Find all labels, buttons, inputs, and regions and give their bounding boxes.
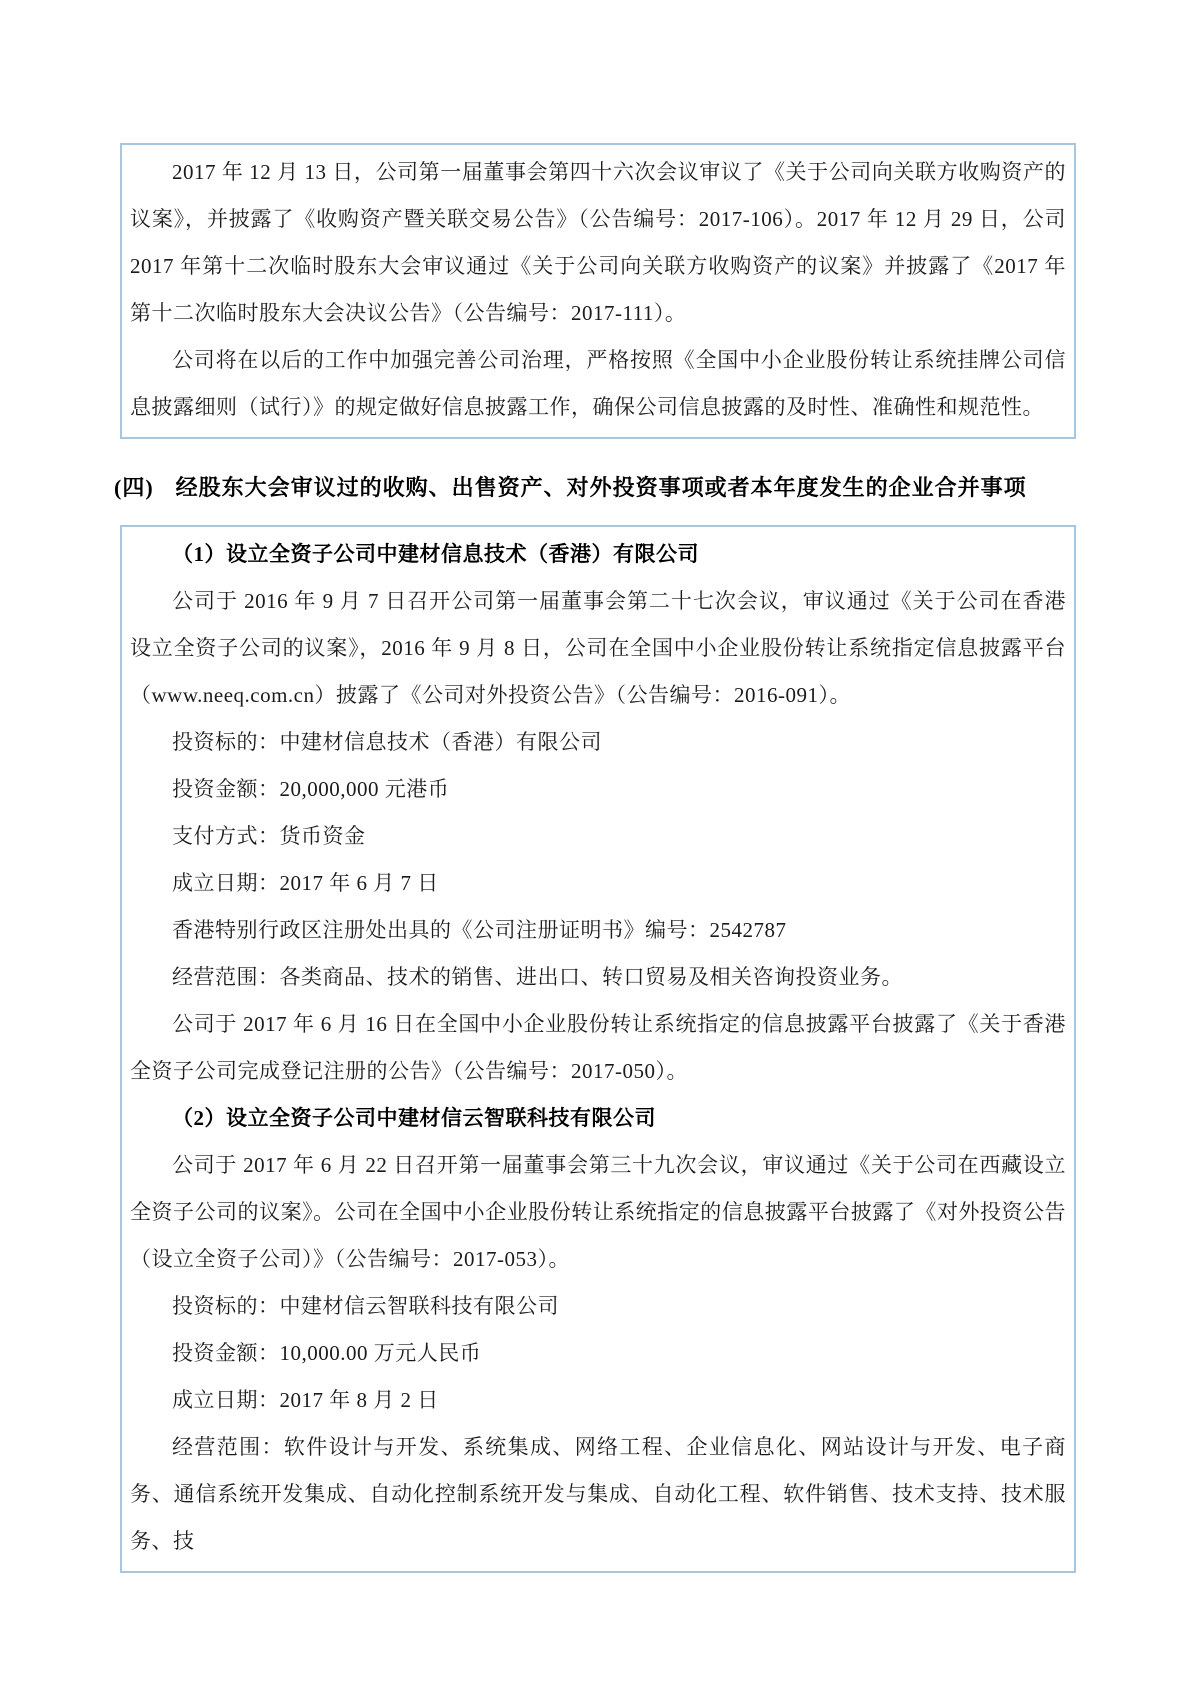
paragraph: 支付方式：货币资金 xyxy=(172,824,366,848)
paragraph: 投资标的：中建材信息技术（香港）有限公司 xyxy=(172,730,602,754)
paragraph: 成立日期：2017 年 6 月 7 日 xyxy=(172,871,439,895)
report-page xyxy=(114,143,1076,1573)
subheading: （1）设立全资子公司中建材信息技术（香港）有限公司 xyxy=(172,542,699,566)
paragraph: 香港特别行政区注册处出具的《公司注册证明书》编号：2542787 xyxy=(172,918,787,942)
section-heading xyxy=(114,473,1076,503)
investment-detail-box xyxy=(120,525,1076,1573)
paragraph: 公司于 2017 年 6 月 22 日召开第一届董事会第三十九次会议，审议通过《关于公司在西藏设立全资子公司的议案》。公司在全国中小企业股份转让系统指定的信息披露平台披露了《对外投资公告（设立全资子公司）》（公告编号：2017-053）。 xyxy=(130,1153,1066,1271)
paragraph: 经营范围：软件设计与开发、系统集成、网络工程、企业信息化、网站设计与开发、电子商务、通信系统开发集成、自动化控制系统开发与集成、自动化工程、软件销售、技术支持、技术服务、技 xyxy=(130,1435,1066,1553)
paragraph: 成立日期：2017 年 8 月 2 日 xyxy=(172,1388,439,1412)
subheading: （2）设立全资子公司中建材信云智联科技有限公司 xyxy=(172,1106,656,1130)
paragraph: 经营范围：各类商品、技术的销售、进出口、转口贸易及相关咨询投资业务。 xyxy=(172,965,903,989)
paragraph: 投资标的：中建材信云智联科技有限公司 xyxy=(172,1294,559,1318)
section-number: (四) xyxy=(114,475,154,500)
paragraph: 公司于 2016 年 9 月 7 日召开公司第一届董事会第二十七次会议，审议通过《关于公司在香港设立全资子公司的议案》，2016 年 9 月 8 日，公司在全国中小企业股份转让系统指定信息披露平台（www.neeq.com.cn）披露了《公司对外投资公告》（公告编号：2016-091）。 xyxy=(130,589,1066,707)
paragraph: 公司于 2017 年 6 月 16 日在全国中小企业股份转让系统指定的信息披露平台披露了《关于香港全资子公司完成登记注册的公告》（公告编号：2017-050）。 xyxy=(130,1012,1066,1083)
paragraph: 2017 年 12 月 13 日，公司第一届董事会第四十六次会议审议了《关于公司向关联方收购资产的议案》，并披露了《收购资产暨关联交易公告》（公告编号：2017-106）。2017 年 12 月 29 日，公司 2017 年第十二次临时股东大会审议通过《关于公司向关联方收购资产的议案》并披露了《2017 年第十二次临时股东大会决议公告》（公告编号：2017-111）。 xyxy=(130,160,1066,325)
governance-disclosure-box xyxy=(120,143,1076,439)
paragraph: 投资金额：10,000.00 万元人民币 xyxy=(172,1341,482,1365)
paragraph: 公司将在以后的工作中加强完善公司治理，严格按照《全国中小企业股份转让系统挂牌公司信息披露细则（试行）》的规定做好信息披露工作，确保公司信息披露的及时性、准确性和规范性。 xyxy=(130,348,1066,419)
section-title: 经股东大会审议过的收购、出售资产、对外投资事项或者本年度发生的企业合并事项 xyxy=(175,475,1027,500)
paragraph: 投资金额：20,000,000 元港币 xyxy=(172,777,450,801)
